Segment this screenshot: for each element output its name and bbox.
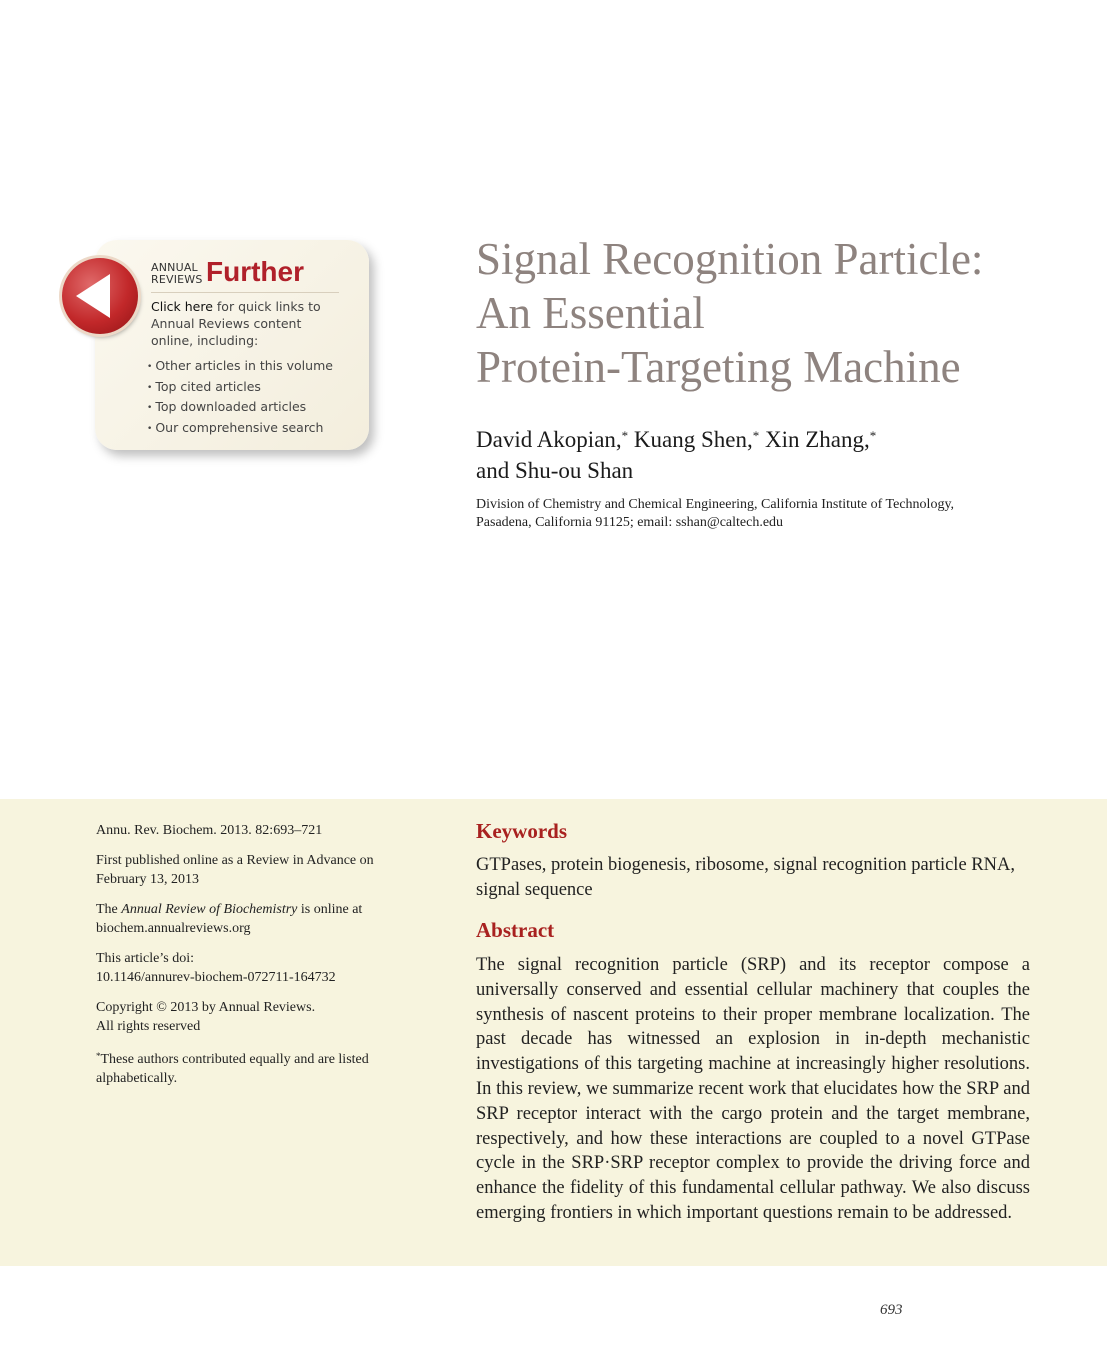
author-shen: Kuang Shen, <box>628 427 753 452</box>
further-link-search[interactable]: • Our comprehensive search <box>147 419 333 440</box>
further-box[interactable] <box>95 240 369 450</box>
annual-reviews-logo: ANNUAL REVIEWS <box>151 261 203 286</box>
publication-date: First published online as a Review in Advance on February 13, 2013 <box>96 853 374 887</box>
further-intro: Click here for quick links to Annual Reviews content online, including: <box>151 299 321 348</box>
doi-link[interactable]: 10.1146/annurev-biochem-072711-164732 <box>96 970 336 985</box>
article-title: Signal Recognition Particle: An Essential Protein-Targeting Machine <box>476 234 984 392</box>
author-note: *These authors contributed equally and are listed alphabetically. <box>96 1051 369 1086</box>
keywords-text: GTPases, protein biogenesis, ribosome, signal recognition particle RNA, signal sequence <box>476 855 1015 900</box>
doi-info: This article’s doi: 10.1146/annurev-biochem-072711-164732 <box>96 951 336 985</box>
further-divider <box>151 292 339 293</box>
further-link-other-articles[interactable]: • Other articles in this volume <box>147 357 333 378</box>
author-akopian: David Akopian, <box>476 427 622 452</box>
citation: Annu. Rev. Biochem. 2013. 82:693–721 <box>96 823 323 838</box>
abstract-text: The signal recognition particle (SRP) and its receptor compose a universally conserved and essential cellular machinery that couples the synthesis of nascent proteins to their proper membrane localization. The past decade has witnessed an explosion in in-depth mechanistic investigations of this targeting machine at increasingly higher resolutions. In this review, we summarize recent work that elucidates how the SRP and SRP receptor interact with the cargo protein and the target membrane, respectively, and how these interactions are coupled to a novel GTPase cycle in the SRP·SRP receptor complex to provide the driving force and enhance the fidelity of this fundamental cellular pathway. We also discuss emerging frontiers in which important questions remain to be addressed. <box>476 955 1030 1223</box>
arrow-triangle <box>76 274 110 318</box>
page-number: 693 <box>880 1302 903 1318</box>
further-link-top-downloaded[interactable]: • Top downloaded articles <box>147 398 333 419</box>
author-zhang: Xin Zhang, <box>759 427 870 452</box>
further-title: Further <box>206 256 304 287</box>
copyright: Copyright © 2013 by Annual Reviews. All rights reserved <box>96 1000 316 1034</box>
further-link-top-cited[interactable]: • Top cited articles <box>147 378 333 399</box>
back-arrow-icon[interactable] <box>62 258 138 334</box>
author-shan: and Shu-ou Shan <box>476 458 634 483</box>
online-info: The Annual Review of Biochemistry is online at biochem.annualreviews.org <box>96 902 363 936</box>
author-list: David Akopian,* Kuang Shen,* Xin Zhang,* and Shu-ou Shan <box>476 420 1036 486</box>
article-info-sidebar <box>96 821 416 1099</box>
click-here-link[interactable]: Click here <box>151 299 213 314</box>
affiliation: Division of Chemistry and Chemical Engineering, California Institute of Technology, Pasadena, California 91125; email: sshan@caltech.edu <box>476 497 955 530</box>
further-link-list <box>147 357 333 439</box>
keywords-heading: Keywords <box>476 819 567 843</box>
abstract-heading: Abstract <box>476 918 555 942</box>
